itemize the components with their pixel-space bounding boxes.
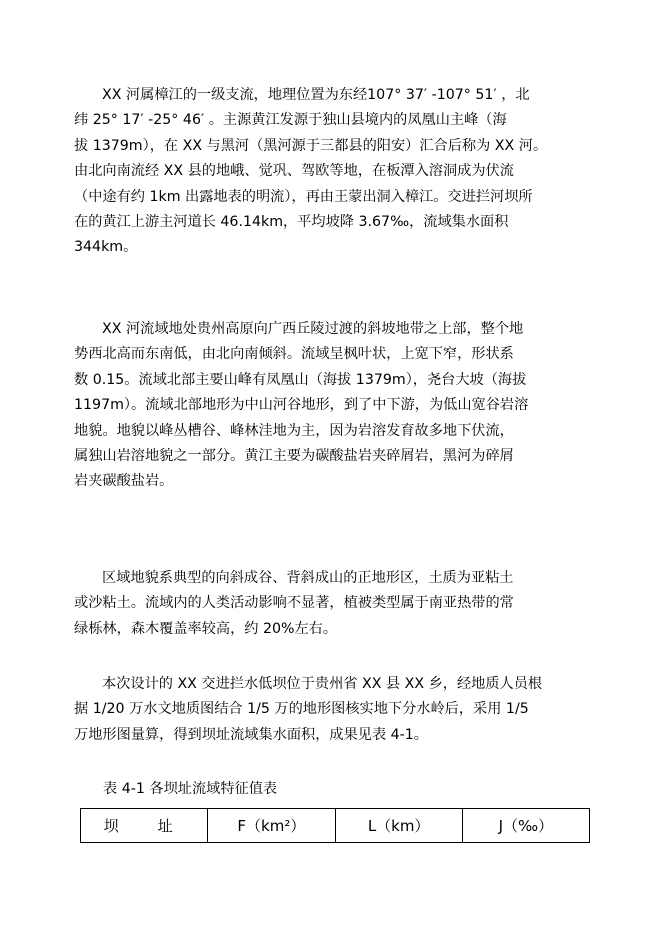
table-header-row (81, 809, 590, 843)
paragraph-line: 本次设计的 XX 交进拦水低坝位于贵州省 XX 县 XX 乡，经地质人员根 (102, 676, 543, 692)
header-dam-site: 坝 址 (81, 809, 208, 843)
paragraph-line: 地貌。地貌以峰丛槽谷、峰林洼地为主，因为岩溶发育故多地下伏流， (74, 422, 514, 439)
paragraph-line: 据 1/20 万水文地质图结合 1/5 万的地形图核实地下分水岭后，采用 1/5 (74, 701, 529, 718)
paragraph-line: 或沙粘土。流域内的人类活动影响不显著，植被类型属于南亚热带的常 (74, 595, 514, 612)
paragraph-line: 属独山岩溶地貌之一部分。黄江主要为碳酸盐岩夹碎屑岩，黑河为碎屑 (74, 448, 514, 465)
paragraph-line: 势西北高而东南低，由北向南倾斜。流域呈枫叶状，上宽下窄，形状系 (74, 346, 514, 363)
basin-characteristics-table (80, 808, 590, 843)
paragraph-line: 数 0.15。流域北部主要山峰有凤凰山（海拔 1379m），尧台大坡（海拔 (74, 371, 527, 388)
paragraph-line: 纬 25° 17′ -25° 46′ 。主源黄江发源于独山县境内的凤凰山主峰（海 (74, 112, 507, 129)
paragraph-line: （中途有约 1km 出露地表的明流），再由王蒙出洞入樟江。交进拦河坝所 (74, 188, 533, 205)
header-slope: J（‰） (462, 809, 589, 843)
paragraph-4 (74, 672, 594, 748)
paragraph-line: 由北向南流经 XX 县的地峨、觉巩、驾欧等地，在板潭入溶洞成为伏流 (74, 163, 514, 180)
paragraph-line: 344km。 (74, 239, 138, 256)
paragraph-2 (74, 317, 594, 495)
paragraph-line: 在的黄江上游主河道长 46.14km，平均坡降 3.67‰，流域集水面积 (74, 214, 509, 231)
paragraph-line: 1197m）。流域北部地形为中山河谷地形，到了中下游，为低山宽谷岩溶 (74, 397, 529, 414)
paragraph-line: XX 河属樟江的一级支流，地理位置为东经107° 37′ -107° 51′ ，北 (102, 87, 530, 103)
paragraph-line: 区域地貌系典型的向斜成谷、背斜成山的正地形区，土质为亚粘土 (102, 570, 514, 586)
header-length: L（km） (335, 809, 462, 843)
header-area: F（km²） (208, 809, 335, 843)
table-caption: 表 4-1 各坝址流域特征值表 (103, 781, 278, 797)
paragraph-line: 拔 1379m），在 XX 与黑河（黑河源于三都县的阳安）汇合后称为 XX 河。 (74, 137, 548, 154)
paragraph-line: 万地形图量算，得到坝址流域集水面积，成果见表 4-1。 (74, 726, 428, 743)
paragraph-line: XX 河流域地处贵州高原向广西丘陵过渡的斜坡地带之上部，整个地 (102, 321, 524, 337)
paragraph-line: 绿栎林，森木覆盖率较高，约 20%左右。 (74, 620, 338, 637)
paragraph-1 (74, 83, 594, 261)
paragraph-line: 岩夹碳酸盐岩。 (74, 473, 174, 490)
paragraph-3 (74, 566, 594, 642)
